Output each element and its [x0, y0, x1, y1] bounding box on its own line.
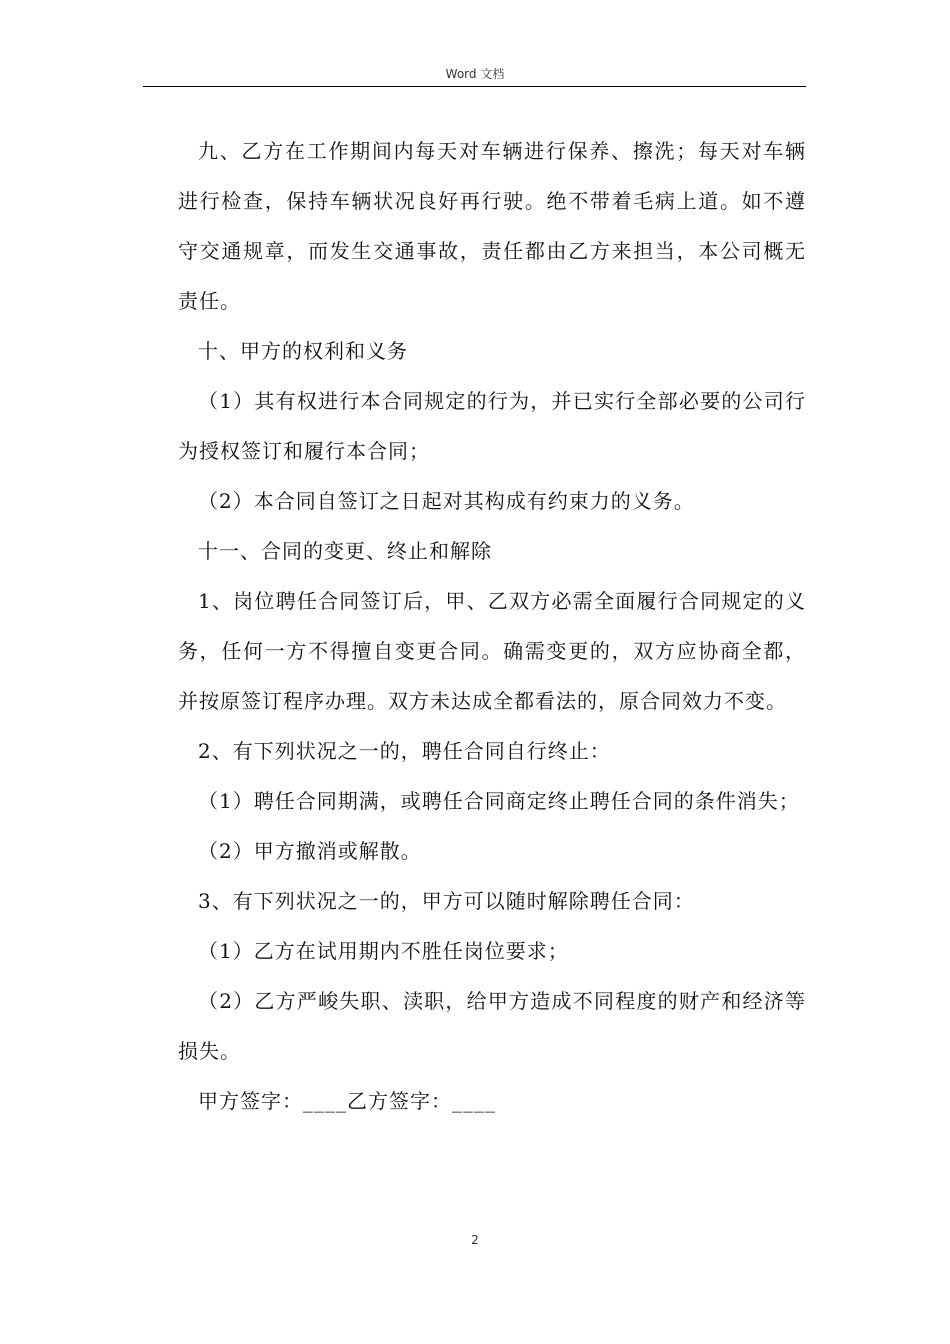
- header-divider: [143, 86, 806, 87]
- clause-11-point-2-item-2: （2）甲方撤消或解散。: [198, 839, 422, 863]
- clause-11-point-3: 3、有下列状况之一的，甲方可以随时解除聘任合同：: [198, 889, 695, 913]
- signature-line: 甲方签字：____乙方签字：____: [198, 1089, 496, 1113]
- page-number: 2: [471, 1233, 479, 1247]
- clause-10-item-2: （2）本合同自签订之日起对其构成有约束力的义务。: [198, 489, 695, 513]
- clause-11-point-2: 2、有下列状况之一的，聘任合同自行终止：: [198, 739, 611, 763]
- clause-11-point-1: 1、岗位聘任合同签订后，甲、乙双方必需全面履行合同规定的义务，任何一方不得擅自变更合同。确需变更的，双方应协商全都，并按原签订程序办理。双方未达成全都看法的，原合同效力不变。: [178, 589, 806, 713]
- clause-10-heading: 十、甲方的权利和义务: [198, 339, 408, 363]
- clause-11-heading: 十一、合同的变更、终止和解除: [198, 539, 492, 563]
- clause-11-point-3-item-1: （1）乙方在试用期内不胜任岗位要求；: [198, 939, 569, 963]
- clause-10-item-1: （1）其有权进行本合同规定的行为，并已实行全部必要的公司行为授权签订和履行本合同；: [178, 389, 806, 463]
- clause-11-point-2-item-1: （1）聘任合同期满，或聘任合同商定终止聘任合同的条件消失；: [198, 789, 800, 813]
- page-header-title: Word 文档: [445, 67, 505, 81]
- clause-9-paragraph: 九、乙方在工作期间内每天对车辆进行保养、擦洗；每天对车辆进行检查，保持车辆状况良好再行驶。绝不带着毛病上道。如不遵守交通规章，而发生交通事故，责任都由乙方来担当，本公司概无责任。: [178, 139, 806, 313]
- clause-11-point-3-item-2: （2）乙方严峻失职、渎职，给甲方造成不同程度的财产和经济等损失。: [178, 989, 806, 1063]
- document-body: [178, 126, 806, 1126]
